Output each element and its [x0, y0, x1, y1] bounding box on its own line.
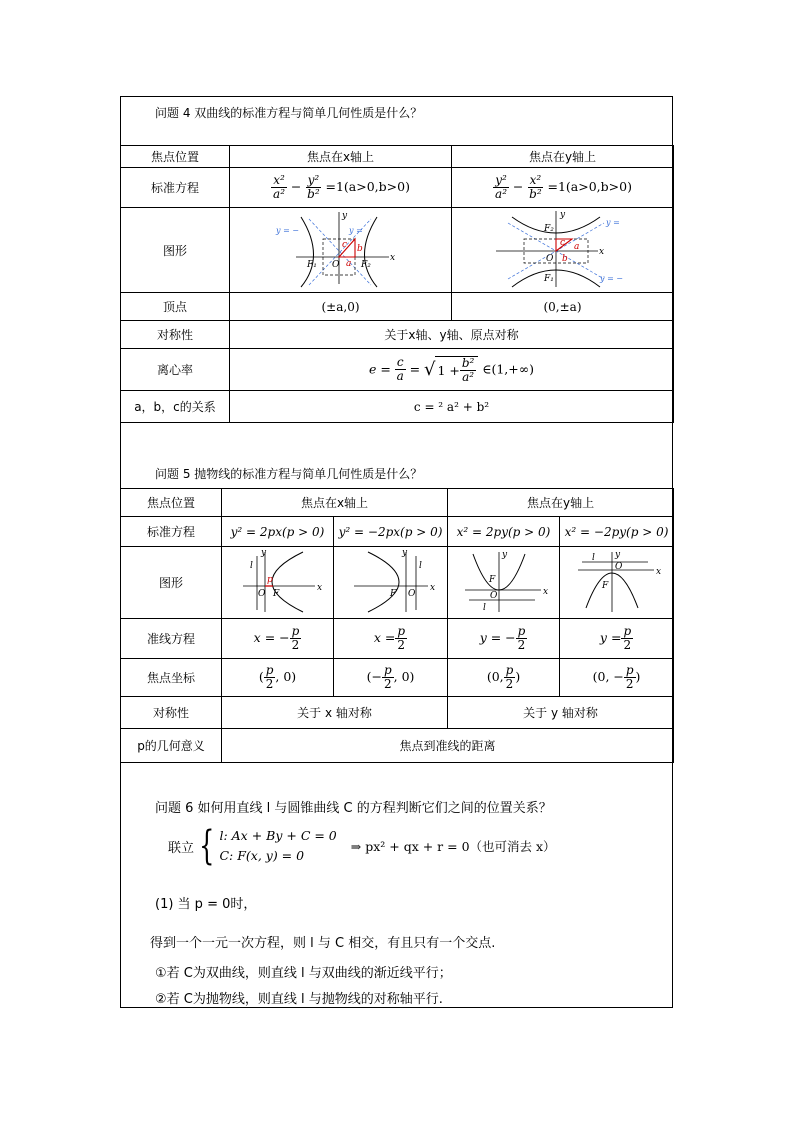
focus-1: ( $\frac{p}{2}$ , 0)	[222, 659, 334, 697]
parabola-down-graph	[572, 548, 662, 614]
svg-text:y =: y =	[605, 217, 620, 227]
p-header-label: 焦点位置	[121, 489, 222, 517]
symmetry-label: 对称性	[121, 321, 230, 349]
p-meaning-value: 焦点到准线的距离	[222, 729, 674, 763]
p-symmetry-x: 关于 x 轴对称	[222, 697, 448, 729]
svg-text:F: F	[488, 575, 495, 585]
svg-text:O: O	[489, 591, 497, 601]
eccentricity-value: e = $\frac{c}{a}$ = √ 1 + $\frac{\text{b²}}{\text{a²}}$ ∈(1,+∞)	[230, 349, 674, 391]
svg-text:F₂: F₂	[360, 259, 371, 270]
svg-text:x: x	[389, 252, 395, 263]
svg-text:x: x	[429, 583, 435, 593]
svg-text:c: c	[559, 237, 565, 248]
svg-text:O: O	[614, 562, 622, 572]
p-symmetry-label: 对称性	[121, 697, 222, 729]
q6-title: 问题 6 如何用直线 l 与圆锥曲线 C 的方程判断它们之间的位置关系？	[155, 801, 552, 816]
svg-text:l: l	[482, 603, 486, 613]
hyperbola-x-graph	[271, 209, 411, 289]
svg-text:F₂: F₂	[543, 223, 554, 234]
header-x-axis: 焦点在x轴上	[230, 146, 452, 168]
svg-text:O: O	[331, 259, 339, 270]
svg-text:a: a	[345, 258, 351, 269]
directrix-4: y = $\frac{p}{2}$	[560, 619, 674, 659]
equation-label: 标准方程	[121, 168, 230, 208]
svg-text:y: y	[260, 548, 266, 558]
vertex-x: (±a,0)	[230, 293, 452, 321]
focus-label: 焦点坐标	[121, 659, 222, 697]
parabola-fig-1	[222, 547, 334, 619]
symmetry-value: 关于x轴、y轴、原点对称	[230, 321, 674, 349]
svg-text:y: y	[401, 548, 407, 558]
parabola-eq-1: y² = 2px(p > 0)	[222, 517, 334, 547]
vertex-y: (0,±a)	[452, 293, 674, 321]
svg-text:F₁: F₁	[306, 259, 317, 270]
focus-3: (0, $\frac{p}{2}$ )	[448, 659, 560, 697]
parabola-eq-2: y² = −2px(p > 0)	[334, 517, 448, 547]
abc-value: c = ² a² + b²	[230, 391, 674, 423]
directrix-label: 准线方程	[121, 619, 222, 659]
hyperbola-y-graph	[488, 209, 638, 289]
svg-text:c: c	[341, 239, 347, 250]
directrix-3: y = − $\frac{p}{2}$	[448, 619, 560, 659]
hyperbola-y-figure	[452, 208, 674, 293]
svg-text:y = −: y = −	[275, 225, 299, 235]
svg-text:F: F	[601, 581, 608, 591]
svg-text:l: l	[591, 553, 595, 563]
hyperbola-x-figure	[230, 208, 452, 293]
p-header-x-axis: 焦点在x轴上	[222, 489, 448, 517]
parabola-right-graph	[233, 548, 323, 614]
brace-icon: {	[199, 823, 215, 869]
svg-text:y: y	[501, 550, 507, 560]
q6-line1: 得到一个一元一次方程，则 l 与 C 相交，有且只有一个交点.	[150, 936, 496, 951]
hyperbola-y-equation: $\frac{\text{y²}}{\text{a²}}$ − $\frac{\text{x²}}{\text{b²}}$ =1(a>0,b>0)	[452, 168, 674, 208]
q6-case1: (1) 当 p = 0时，	[155, 897, 257, 912]
header-label: 焦点位置	[121, 146, 230, 168]
svg-text:y: y	[341, 210, 347, 221]
q6-line3: ②若 C为抛物线，则直线 l 与抛物线的对称轴平行.	[155, 992, 443, 1007]
svg-text:x: x	[542, 587, 548, 597]
q6-eq-line: l: Ax + By + C = 0	[219, 828, 337, 843]
parabola-eq-3: x² = 2py(p > 0)	[448, 517, 560, 547]
svg-text:x: x	[598, 246, 604, 257]
p-equation-label: 标准方程	[121, 517, 222, 547]
svg-text:O: O	[545, 253, 553, 264]
svg-text:F₁: F₁	[543, 273, 554, 284]
svg-text:F: F	[272, 589, 279, 599]
svg-text:l: l	[249, 561, 253, 571]
svg-text:O: O	[257, 589, 265, 599]
svg-text:y =: y =	[348, 225, 363, 235]
abc-label: a，b，c的关系	[121, 391, 230, 423]
parabola-left-graph	[346, 548, 436, 614]
hyperbola-x-equation: $\frac{\text{x²}}{\text{a²}}$ − $\frac{\text{y²}}{\text{b²}}$ =1(a>0,b>0)	[230, 168, 452, 208]
parabola-fig-2	[334, 547, 448, 619]
q6-lianli: 联立	[168, 840, 195, 856]
vertex-label: 顶点	[121, 293, 230, 321]
svg-text:y: y	[614, 550, 620, 560]
svg-text:a: a	[573, 241, 579, 252]
parabola-fig-3	[448, 547, 560, 619]
q4-title: 问题 4 双曲线的标准方程与简单几何性质是什么？	[155, 106, 423, 120]
svg-text:O: O	[407, 589, 415, 599]
header-y-axis: 焦点在y轴上	[452, 146, 674, 168]
svg-text:y: y	[559, 209, 565, 220]
svg-text:x: x	[316, 583, 322, 593]
eccentricity-label: 离心率	[121, 349, 230, 391]
q6-equations	[219, 826, 336, 866]
q6-system	[168, 823, 556, 869]
directrix-1: x = − $\frac{p}{2}$	[222, 619, 334, 659]
q6-line2: ①若 C为双曲线，则直线 l 与双曲线的渐近线平行；	[155, 966, 452, 981]
q6-result: ⇒ px² + qx + r = 0（也可消去 x）	[350, 839, 556, 854]
focus-2: (− $\frac{p}{2}$ , 0)	[334, 659, 448, 697]
p-meaning-label: p的几何意义	[121, 729, 222, 763]
directrix-2: x = $\frac{p}{2}$	[334, 619, 448, 659]
svg-text:p: p	[266, 575, 273, 585]
svg-text:y = −: y = −	[599, 273, 623, 283]
svg-text:x: x	[655, 567, 661, 577]
svg-text:b: b	[561, 253, 568, 264]
p-header-y-axis: 焦点在y轴上	[448, 489, 674, 517]
figure-label: 图形	[121, 208, 230, 293]
p-figure-label: 图形	[121, 547, 222, 619]
parabola-fig-4	[560, 547, 674, 619]
svg-text:F: F	[389, 589, 396, 599]
parabola-up-graph	[459, 548, 549, 614]
parabola-eq-4: x² = −2py(p > 0)	[560, 517, 674, 547]
focus-4: (0, − $\frac{p}{2}$ )	[560, 659, 674, 697]
svg-text:b: b	[356, 243, 363, 254]
hyperbola-table	[120, 145, 674, 423]
svg-text:l: l	[418, 561, 422, 571]
p-symmetry-y: 关于 y 轴对称	[448, 697, 674, 729]
parabola-table	[120, 488, 674, 763]
q5-title: 问题 5 抛物线的标准方程与简单几何性质是什么？	[155, 467, 423, 481]
q6-eq-curve: C: F(x, y) = 0	[219, 848, 305, 863]
